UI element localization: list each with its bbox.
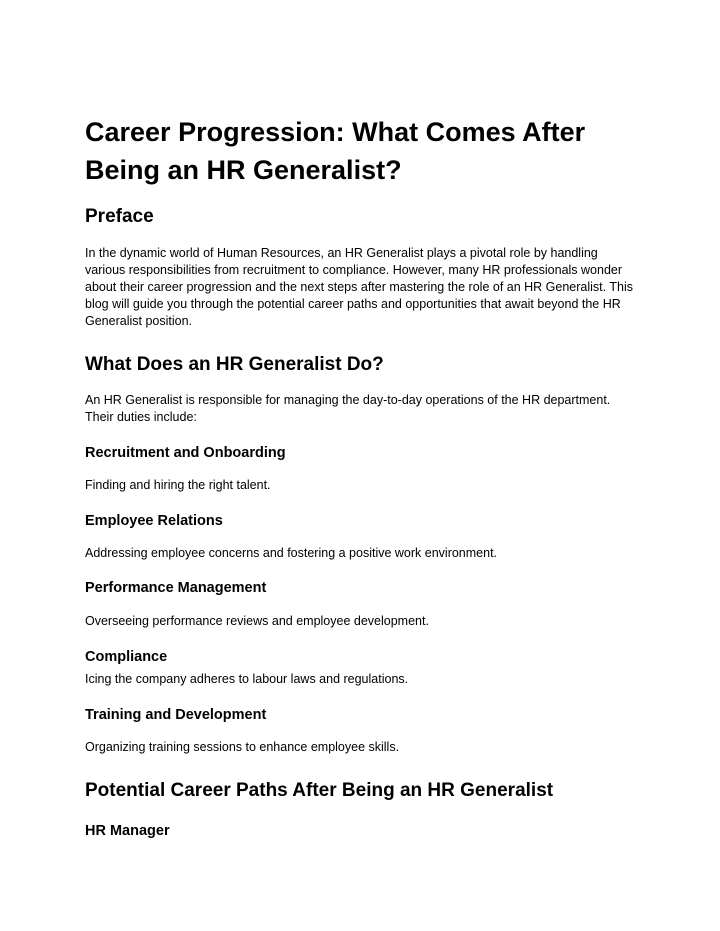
what-does-heading: What Does an HR Generalist Do? (85, 354, 384, 375)
duty-text-performance: Overseeing performance reviews and employee development. (85, 614, 429, 628)
duty-heading-employee-relations: Employee Relations (85, 513, 223, 529)
duty-text-recruitment: Finding and hiring the right talent. (85, 478, 271, 492)
duty-text-employee-relations: Addressing employee concerns and fostering a positive work environment. (85, 546, 498, 560)
preface-paragraph: In the dynamic world of Human Resources, an HR Generalist plays a pivotal role by handling various responsibilities from recruitment to compliance. However, many HR professionals wonder about their career progression and the next steps after mastering the role of an HR Generalist. This blog will guide you through the potential career paths and opportunities that await beyond the HR Generalist position. (85, 246, 633, 328)
duty-heading-recruitment: Recruitment and Onboarding (85, 445, 286, 461)
career-paths-heading: Potential Career Paths After Being an HR Generalist (85, 780, 554, 801)
subheading-hr-manager: HR Manager (85, 823, 170, 839)
duty-heading-training: Training and Development (85, 707, 267, 723)
duty-text-compliance: Icing the company adheres to labour laws and regulations. (85, 672, 409, 686)
duty-heading-performance: Performance Management (85, 580, 267, 596)
duty-text-training: Organizing training sessions to enhance employee skills. (85, 740, 400, 754)
preface-heading: Preface (85, 206, 154, 227)
page-title: Career Progression: What Comes After Being an HR Generalist? (85, 117, 586, 185)
duty-heading-compliance: Compliance (85, 649, 168, 665)
what-does-intro: An HR Generalist is responsible for managing the day-to-day operations of the HR department. Their duties include: (85, 393, 611, 424)
